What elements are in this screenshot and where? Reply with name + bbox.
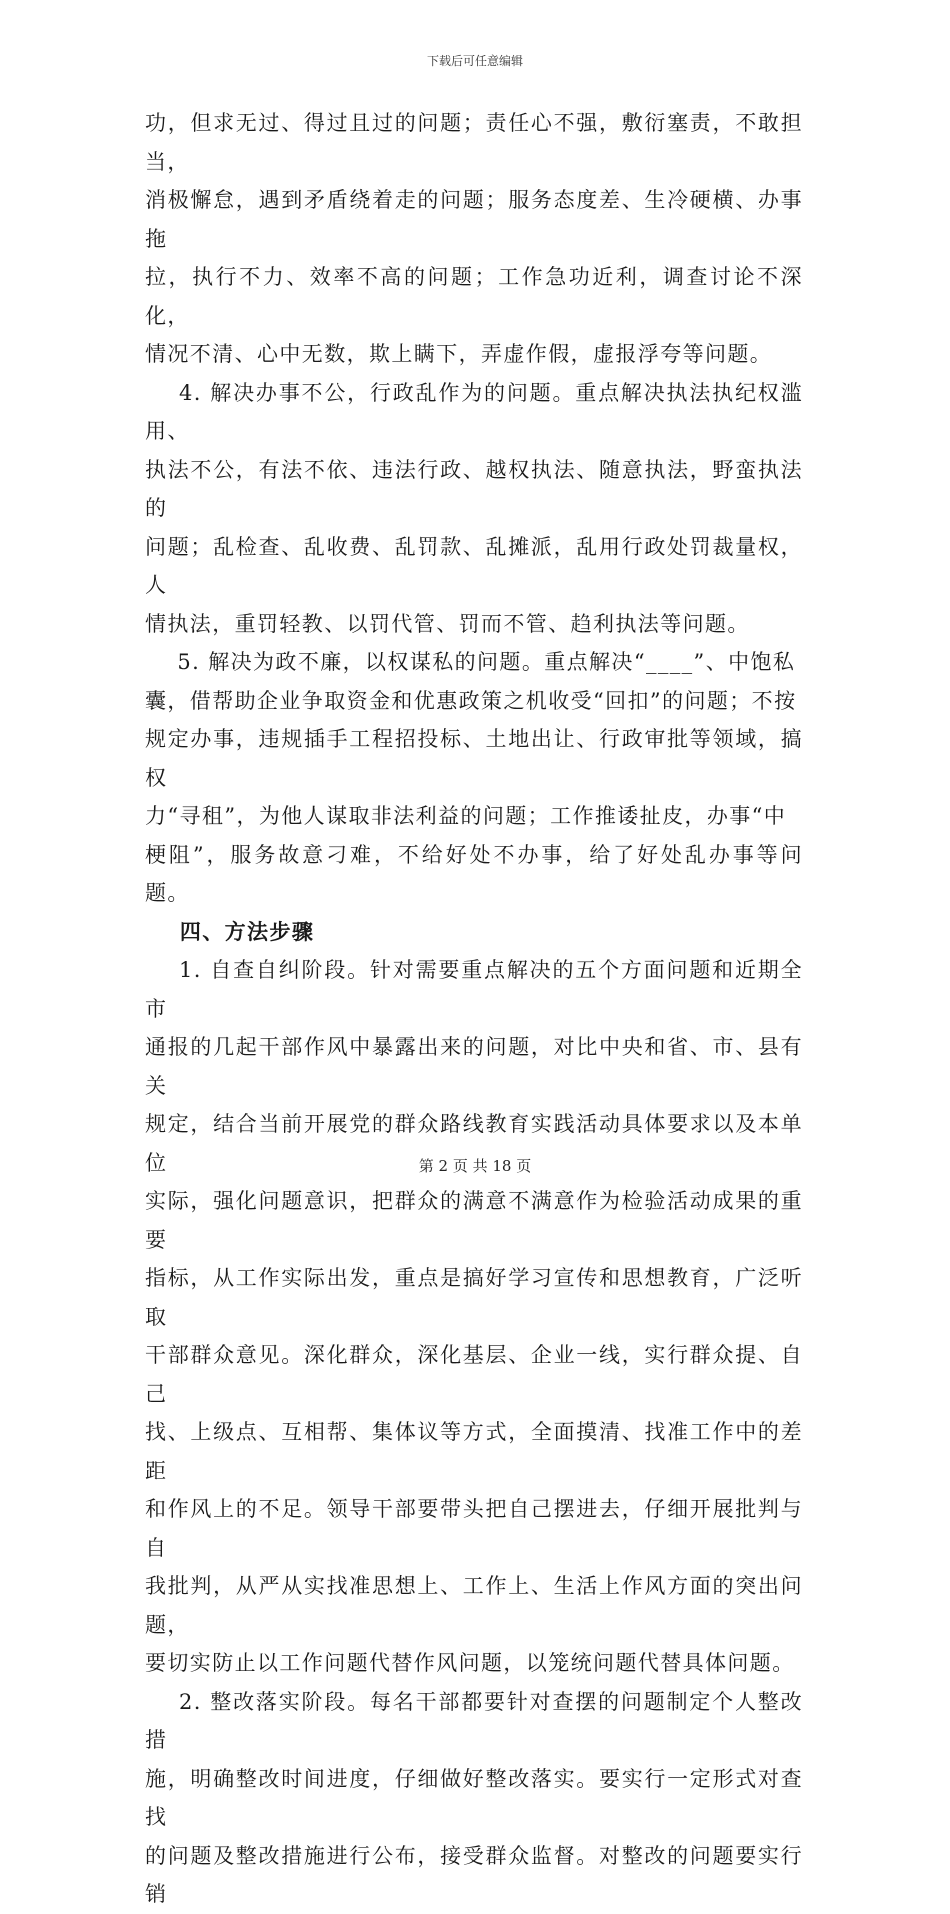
body-line: 干部群众意见。深化群众，深化基层、企业一线，实行群众提、自己	[145, 1343, 803, 1406]
body-line: 功，但求无过、得过且过的问题；责任心不强，敷衍塞责，不敢担当，	[145, 111, 803, 174]
body-line: 1. 自查自纠阶段。针对需要重点解决的五个方面问题和近期全市	[145, 958, 803, 1021]
body-line: 力“寻租”，为他人谋取非法利益的问题；工作推诿扯皮，办事“中	[145, 804, 787, 828]
body-line: 施，明确整改时间进度，仔细做好整改落实。要实行一定形式对查找	[145, 1766, 803, 1829]
body-line: 消极懈怠，遇到矛盾绕着走的问题；服务态度差、生冷硬横、办事拖	[145, 188, 803, 251]
body-line: 2. 整改落实阶段。每名干部都要针对查摆的问题制定个人整改措	[145, 1689, 803, 1752]
body-line: 实际，强化问题意识，把群众的满意不满意作为检验活动成果的重要	[145, 1189, 803, 1252]
body-line: 通报的几起干部作风中暴露出来的问题，对比中央和省、市、县有关	[145, 1035, 803, 1098]
body-line: 情况不清、心中无数，欺上瞒下，弄虚作假，虚报浮夸等问题。	[145, 342, 773, 366]
body-line: 情执法，重罚轻教、以罚代管、罚而不管、趋利执法等问题。	[145, 611, 750, 636]
page-header: 下载后可任意编辑	[426, 54, 523, 68]
body-line: 5. 解决为政不廉，以权谋私的问题。重点解决“____”、中饱私	[145, 650, 796, 674]
body-line: 我批判，从严从实找准思想上、工作上、生活上作风方面的突出问题，	[145, 1574, 803, 1637]
section-heading: 四、方法步骤	[145, 918, 315, 944]
page-footer: 第 2 页 共 18 页	[418, 1157, 532, 1175]
body-line: 规定办事，违规插手工程招投标、土地出让、行政审批等领域，搞权	[145, 727, 803, 790]
body-line: 规定，结合当前开展党的群众路线教育实践活动具体要求以及本单位	[145, 1112, 803, 1175]
body-line: 指标，从工作实际出发，重点是搞好学习宣传和思想教育，广泛听取	[145, 1266, 803, 1329]
body-line: 要切实防止以工作问题代替作风问题，以笼统问题代替具体问题。	[145, 1651, 795, 1675]
body-line: 执法不公，有法不依、违法行政、越权执法、随意执法，野蛮执法的	[145, 457, 803, 520]
document-body	[145, 104, 803, 1914]
body-line: 的问题及整改措施进行公布，接受群众监督。对整改的问题要实行销	[145, 1843, 803, 1906]
body-line: 和作风上的不足。领导干部要带头把自己摆进去，仔细开展批判与自	[145, 1497, 803, 1560]
body-line: 问题；乱检查、乱收费、乱罚款、乱摊派，乱用行政处罚裁量权，人	[145, 534, 803, 597]
body-line: 找、上级点、互相帮、集体议等方式，全面摸清、找准工作中的差距	[145, 1420, 803, 1483]
body-line: 囊，借帮助企业争取资金和优惠政策之机收受“回扣”的问题；不按	[145, 688, 797, 713]
body-line: 4. 解决办事不公，行政乱作为的问题。重点解决执法执纪权滥用、	[145, 380, 803, 443]
body-line: 拉，执行不力、效率不高的问题；工作急功近利，调查讨论不深化，	[145, 265, 803, 328]
body-line: 梗阻”，服务故意刁难，不给好处不办事，给了好处乱办事等问题。	[145, 842, 803, 905]
